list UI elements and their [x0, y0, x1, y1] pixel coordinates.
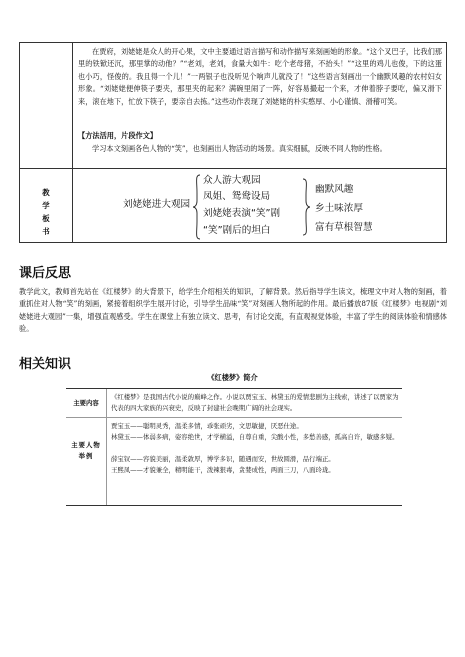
method-paragraph: 学习本文刻画各色人物的“笑”，也刻画出人物活动的场景。真实细腻，反映不同人物的性格。 [92, 144, 387, 153]
board-right-item-2: 乡土味浓厚 [315, 203, 363, 214]
table-row-divider [20, 168, 446, 169]
board-right-item-3: 富有草根智慧 [315, 222, 373, 233]
board-left-item-1: 众人游大观园 [203, 175, 261, 186]
character-line-1: 贾宝玉——聪明灵秀，温柔多情，乖张顽劣，文思敏捷，厌恶仕途。 [111, 422, 303, 430]
knowledge-table [66, 388, 402, 506]
characters-row-label: 主要人物举例 [71, 441, 101, 460]
content-row-label: 主要内容 [73, 399, 99, 407]
knowledge-row-divider [66, 417, 402, 418]
reflection-heading: 课后反思 [19, 266, 72, 281]
method-tag: 【方法活用，片段作文】 [78, 131, 158, 140]
board-center-title: 刘姥姥进大观园 [123, 199, 191, 210]
board-left-item-4: “笑”剧后的坦白 [203, 225, 271, 236]
character-line-3: 薛宝钗——容貌美丽，温柔敦厚，博学多识，随遇而安，世故圆滑，品行端正。 [111, 455, 335, 463]
board-left-item-3: 刘姥姥表演“笑”剧 [203, 208, 281, 219]
board-left-item-2: 凤姐、鸳鸯设局 [203, 191, 271, 202]
board-left-brace [192, 173, 202, 241]
knowledge-table-title: 《红楼梦》简介 [207, 373, 258, 382]
character-line-2: 林黛玉——体弱多病，姿容绝世，才学横溢，自尊自重，尖酸小性，多愁善感，孤高自许，敏感多疑。 [111, 433, 399, 441]
lesson-table [19, 42, 447, 243]
character-line-4: 王熙凤——才貌兼全，精明能干，泼辣狠毒，贪婪成性，两面三刀，八面玲珑。 [111, 466, 335, 474]
analysis-paragraph: 在贾府，刘姥姥是众人的开心果，文中主要通过语言描写和动作描写来刻画她的形象。“这个叉巴子，比我们那里的铁锨还沉，那里掌的动他？”“老刘，老刘，食量大如牛：吃个老母猪，不抬头！”“这里的鸡儿也俊，下的这蛋也小巧，怪俊的。我且得一个儿！”一两银子也没听见个响声儿就没了！”这些语言刻画出一个幽默风趣的农村妇女形象。“刘姥姥便伸筷子要夹，那里夹的起来？满碗里闹了一阵，好容易撮起一个来，才伸着脖子要吃，偏又滑下来，滚在地下，忙放下筷子，要亲自去拣。”这些动作表现了刘姥姥的朴实憨厚、小心谨慎、滑稽可笑。 [78, 47, 442, 106]
knowledge-label-divider [106, 389, 107, 505]
content-row-text: 《红楼梦》是我国古代小说的巅峰之作。小说以贾宝玉、林黛玉的爱情悲剧为主线索，讲述了以贾家为代表的四大家族的兴衰史，反映了封建社会晚期广阔的社会现实。 [111, 393, 399, 412]
knowledge-heading: 相关知识 [19, 357, 72, 372]
board-right-item-1: 幽默风趣 [315, 184, 354, 195]
board-right-brace [301, 177, 311, 237]
board-label: 教学板书 [42, 188, 50, 236]
table-left-column-divider [72, 43, 73, 242]
reflection-paragraph: 教学此文，教师首先站在《红楼梦》的大背景下，给学生介绍相关的知识，了解背景。然后指导学生读文，梳理文中对人物的刻画，着重抓住对人物“笑”的刻画，紧接着组织学生展开讨论，引导学生品味“笑”对刻画人物所起的作用。最后播放87版《红楼梦》电视剧“刘姥姥进大观园”一集，增强直观感受。学生在课堂上有独立读文、思考，有讨论交流，有直观视觉体验，丰富了学生的阅读体验和情感体验。 [19, 287, 447, 334]
